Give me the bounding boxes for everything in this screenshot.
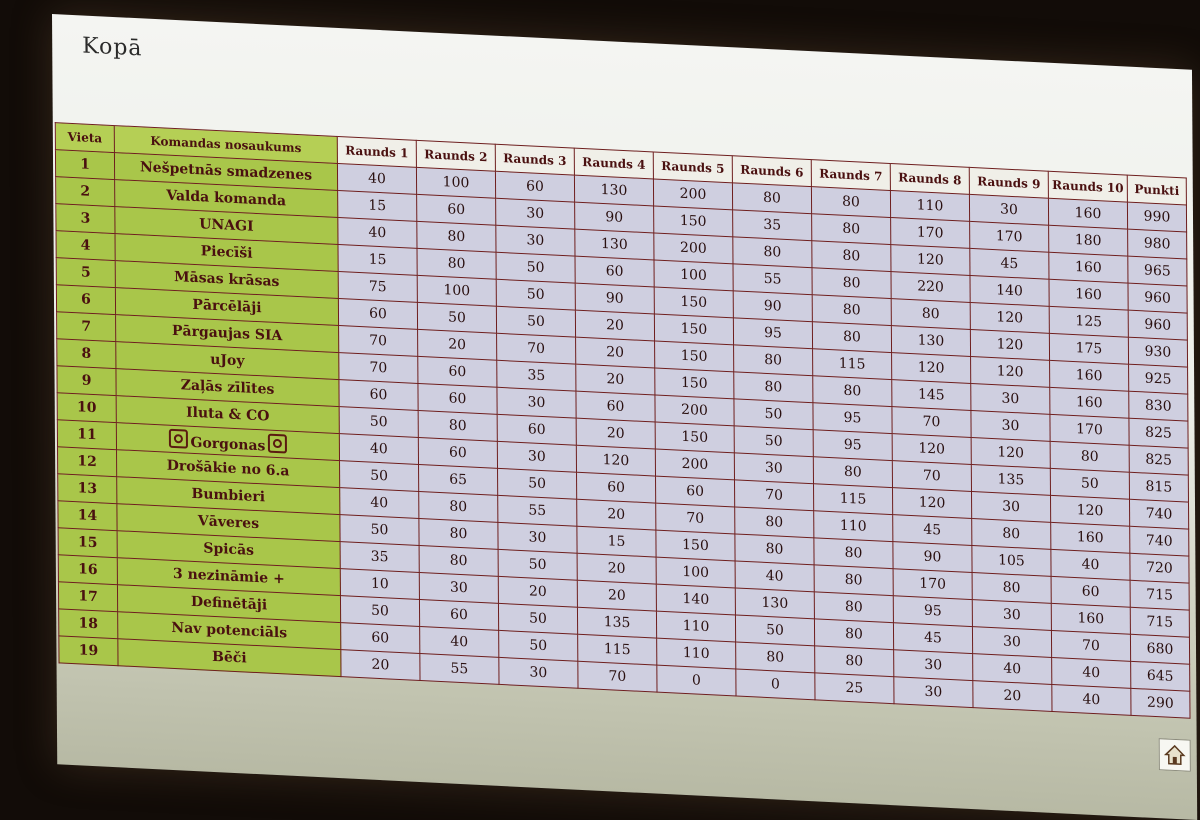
round-score-cell: 15 <box>338 190 417 221</box>
team-name-cell: Pārcēlāji <box>115 288 338 326</box>
rank-cell: 17 <box>58 582 117 612</box>
round-score-cell: 80 <box>735 507 814 538</box>
round-score-cell: 40 <box>1052 684 1131 715</box>
team-name-cell: Iluta & CO <box>116 396 339 434</box>
points-cell: 715 <box>1130 607 1189 637</box>
round-score-cell: 50 <box>498 603 577 634</box>
round-score-cell: 80 <box>734 372 813 403</box>
team-name-cell: Bēči <box>118 639 341 677</box>
round-score-cell: 30 <box>499 657 578 688</box>
round-score-cell: 80 <box>418 410 497 441</box>
round-score-cell: 70 <box>1051 630 1130 661</box>
round-score-cell: 60 <box>417 194 496 225</box>
round-score-cell: 50 <box>340 596 419 627</box>
round-score-cell: 80 <box>891 299 970 330</box>
round-score-cell: 70 <box>735 480 814 511</box>
round-score-cell: 80 <box>814 592 893 623</box>
round-score-cell: 40 <box>420 627 499 658</box>
points-cell: 960 <box>1128 283 1187 313</box>
round-score-cell: 90 <box>733 291 812 322</box>
rank-cell: 7 <box>57 312 116 342</box>
round-score-cell: 115 <box>813 349 892 380</box>
round-header: Raunds 9 <box>969 167 1048 198</box>
round-score-cell: 120 <box>891 245 970 276</box>
round-score-cell: 95 <box>813 430 892 461</box>
rank-cell: 14 <box>58 501 117 531</box>
round-score-cell: 60 <box>1051 576 1130 607</box>
rank-cell: 3 <box>56 204 115 234</box>
round-score-cell: 80 <box>815 646 894 677</box>
round-score-cell: 80 <box>734 345 813 376</box>
team-name-cell: Vāveres <box>117 504 340 542</box>
points-cell: 680 <box>1130 634 1189 664</box>
round-score-cell: 160 <box>1051 522 1130 553</box>
round-score-cell: 60 <box>418 437 497 468</box>
round-score-cell: 60 <box>656 476 735 507</box>
round-score-cell: 135 <box>971 464 1050 495</box>
round-score-cell: 110 <box>814 511 893 542</box>
round-score-cell: 80 <box>1050 441 1129 472</box>
team-name-cell: Māsas krāsas <box>115 261 338 299</box>
round-score-cell: 105 <box>972 546 1051 577</box>
round-header: Raunds 4 <box>574 148 653 179</box>
round-score-cell: 80 <box>814 538 893 569</box>
round-score-cell: 100 <box>656 557 735 588</box>
rank-cell: 12 <box>58 447 117 477</box>
round-score-cell: 40 <box>337 163 416 194</box>
round-score-cell: 15 <box>338 244 417 275</box>
round-score-cell: 220 <box>891 272 970 303</box>
round-score-cell: 80 <box>419 545 498 576</box>
round-score-cell: 40 <box>340 488 419 519</box>
round-score-cell: 110 <box>890 191 969 222</box>
round-score-cell: 120 <box>971 437 1050 468</box>
round-score-cell: 40 <box>1051 549 1130 580</box>
round-score-cell: 80 <box>811 187 890 218</box>
round-score-cell: 80 <box>813 457 892 488</box>
round-score-cell: 80 <box>812 268 891 299</box>
round-score-cell: 45 <box>970 248 1049 279</box>
round-score-cell: 35 <box>497 360 576 391</box>
round-score-cell: 150 <box>656 530 735 561</box>
round-score-cell: 150 <box>655 422 734 453</box>
rank-cell: 13 <box>58 474 117 504</box>
points-cell: 960 <box>1128 310 1187 340</box>
round-score-cell: 175 <box>1049 333 1128 364</box>
round-score-cell: 30 <box>894 677 973 708</box>
round-score-cell: 30 <box>971 491 1050 522</box>
results-table-body <box>55 150 1190 719</box>
round-score-cell: 170 <box>891 218 970 249</box>
round-score-cell: 50 <box>496 252 575 283</box>
points-cell: 830 <box>1129 391 1188 421</box>
round-score-cell: 200 <box>655 395 734 426</box>
round-header: Raunds 7 <box>811 160 890 191</box>
round-score-cell: 20 <box>973 681 1052 712</box>
rank-cell: 16 <box>58 555 117 585</box>
rank-cell: 10 <box>57 393 116 423</box>
round-score-cell: 40 <box>1052 657 1131 688</box>
round-score-cell: 75 <box>338 272 417 303</box>
round-score-cell: 170 <box>1050 414 1129 445</box>
round-score-cell: 80 <box>814 565 893 596</box>
round-score-cell: 130 <box>574 175 653 206</box>
round-score-cell: 120 <box>970 329 1049 360</box>
round-score-cell: 120 <box>1050 495 1129 526</box>
round-score-cell: 100 <box>417 275 496 306</box>
round-score-cell: 140 <box>970 275 1049 306</box>
team-name-cell: Valda komanda <box>115 180 338 218</box>
round-score-cell: 170 <box>893 569 972 600</box>
round-score-cell: 50 <box>340 515 419 546</box>
round-score-cell: 20 <box>577 580 656 611</box>
round-header: Raunds 1 <box>337 136 416 167</box>
round-score-cell: 30 <box>971 410 1050 441</box>
round-score-cell: 90 <box>575 283 654 314</box>
rank-cell: 9 <box>57 366 116 396</box>
round-score-cell: 150 <box>655 341 734 372</box>
round-score-cell: 15 <box>577 526 656 557</box>
round-score-cell: 50 <box>499 630 578 661</box>
round-score-cell: 50 <box>340 461 419 492</box>
round-score-cell: 80 <box>813 376 892 407</box>
round-score-cell: 160 <box>1048 198 1127 229</box>
round-score-cell: 120 <box>970 302 1049 333</box>
round-score-cell: 60 <box>418 383 497 414</box>
round-score-cell: 120 <box>892 434 971 465</box>
points-cell: 825 <box>1129 418 1188 448</box>
emblem-icon <box>268 433 287 453</box>
round-score-cell: 60 <box>339 380 418 411</box>
round-header: Raunds 5 <box>653 152 732 183</box>
points-cell: 930 <box>1128 337 1187 367</box>
round-score-cell: 80 <box>814 619 893 650</box>
round-score-cell: 70 <box>892 407 971 438</box>
team-name-cell: 3 nezināmie + <box>117 558 340 596</box>
points-cell: 965 <box>1128 256 1187 286</box>
points-cell: 740 <box>1130 526 1189 556</box>
round-score-cell: 20 <box>577 499 656 530</box>
round-header: Raunds 3 <box>495 144 574 175</box>
home-icon <box>1164 743 1186 766</box>
round-score-cell: 20 <box>418 329 497 360</box>
rank-cell: 8 <box>57 339 116 369</box>
round-score-cell: 35 <box>340 542 419 573</box>
round-score-cell: 110 <box>657 638 736 669</box>
round-score-cell: 130 <box>575 229 654 260</box>
round-score-cell: 20 <box>576 364 655 395</box>
round-score-cell: 30 <box>971 383 1050 414</box>
team-name-cell: UNAGI <box>115 207 338 245</box>
round-score-cell: 150 <box>654 314 733 345</box>
round-score-cell: 160 <box>1049 279 1128 310</box>
round-score-cell: 30 <box>969 194 1048 225</box>
round-score-cell: 20 <box>341 650 420 681</box>
results-table <box>55 122 1191 719</box>
round-score-cell: 20 <box>576 418 655 449</box>
round-score-cell: 80 <box>419 491 498 522</box>
round-score-cell: 80 <box>417 248 496 279</box>
rank-header: Vieta <box>55 123 114 153</box>
round-score-cell: 90 <box>893 542 972 573</box>
round-header: Raunds 2 <box>416 140 495 171</box>
round-score-cell: 30 <box>894 650 973 681</box>
round-score-cell: 125 <box>1049 306 1128 337</box>
round-score-cell: 70 <box>497 333 576 364</box>
rank-cell: 1 <box>55 150 114 180</box>
round-score-cell: 50 <box>734 399 813 430</box>
round-score-cell: 0 <box>736 669 815 700</box>
round-score-cell: 60 <box>418 356 497 387</box>
round-score-cell: 80 <box>972 573 1051 604</box>
round-score-cell: 90 <box>575 202 654 233</box>
points-cell: 990 <box>1127 202 1186 232</box>
round-score-cell: 30 <box>972 627 1051 658</box>
round-score-cell: 45 <box>893 515 972 546</box>
team-name-cell: Pārgaujas SIA <box>116 315 339 353</box>
round-score-cell: 70 <box>656 503 735 534</box>
round-score-cell: 115 <box>578 634 657 665</box>
team-name-cell: Nešpetnās smadzenes <box>114 153 337 191</box>
round-score-cell: 30 <box>497 387 576 418</box>
round-score-cell: 130 <box>891 326 970 357</box>
round-score-cell: 180 <box>1049 225 1128 256</box>
projection-screen <box>52 14 1197 820</box>
round-score-cell: 200 <box>655 449 734 480</box>
round-score-cell: 20 <box>575 310 654 341</box>
round-score-cell: 60 <box>341 623 420 654</box>
points-cell: 740 <box>1129 499 1188 529</box>
round-score-cell: 80 <box>733 237 812 268</box>
round-score-cell: 50 <box>734 426 813 457</box>
round-score-cell: 70 <box>892 461 971 492</box>
rank-cell: 19 <box>59 636 118 666</box>
points-cell: 980 <box>1128 229 1187 259</box>
round-score-cell: 30 <box>497 441 576 472</box>
round-score-cell: 40 <box>339 434 418 465</box>
team-name-cell: Zaļās zīlītes <box>116 369 339 407</box>
round-score-cell: 35 <box>733 210 812 241</box>
round-score-cell: 150 <box>654 287 733 318</box>
round-header: Raunds 10 <box>1048 171 1127 202</box>
round-score-cell: 100 <box>654 260 733 291</box>
round-score-cell: 120 <box>892 488 971 519</box>
round-score-cell: 80 <box>812 295 891 326</box>
round-score-cell: 80 <box>735 534 814 565</box>
round-score-cell: 70 <box>578 661 657 692</box>
team-name-cell: Nav potenciāls <box>118 612 341 650</box>
round-header: Raunds 8 <box>890 164 969 195</box>
round-score-cell: 10 <box>340 569 419 600</box>
round-score-cell: 150 <box>654 206 733 237</box>
rank-cell: 11 <box>57 420 116 450</box>
round-score-cell: 95 <box>813 403 892 434</box>
round-score-cell: 20 <box>577 553 656 584</box>
round-score-cell: 50 <box>1050 468 1129 499</box>
round-score-cell: 95 <box>893 596 972 627</box>
round-score-cell: 200 <box>653 179 732 210</box>
points-cell: 290 <box>1131 688 1190 718</box>
rank-cell: 18 <box>59 609 118 639</box>
round-score-cell: 20 <box>498 576 577 607</box>
round-score-cell: 60 <box>338 299 417 330</box>
round-score-cell: 200 <box>654 233 733 264</box>
round-score-cell: 80 <box>812 322 891 353</box>
team-name-cell: uJoy <box>116 342 339 380</box>
team-name-cell: Spicās <box>117 531 340 569</box>
round-score-cell: 30 <box>734 453 813 484</box>
round-score-cell: 30 <box>496 198 575 229</box>
round-score-cell: 160 <box>1050 387 1129 418</box>
round-score-cell: 130 <box>735 588 814 619</box>
round-score-cell: 80 <box>736 642 815 673</box>
round-score-cell: 80 <box>972 519 1051 550</box>
round-score-cell: 80 <box>812 241 891 272</box>
round-score-cell: 60 <box>497 414 576 445</box>
team-name-cell: Bumbieri <box>117 477 340 515</box>
round-score-cell: 140 <box>656 584 735 615</box>
round-score-cell: 145 <box>892 380 971 411</box>
round-score-cell: 65 <box>419 464 498 495</box>
round-score-cell: 30 <box>496 225 575 256</box>
round-score-cell: 45 <box>893 623 972 654</box>
round-score-cell: 25 <box>815 673 894 704</box>
round-score-cell: 30 <box>419 572 498 603</box>
round-score-cell: 50 <box>496 279 575 310</box>
round-score-cell: 120 <box>971 356 1050 387</box>
round-score-cell: 30 <box>498 522 577 553</box>
rank-cell: 4 <box>56 231 115 261</box>
round-score-cell: 70 <box>339 326 418 357</box>
round-score-cell: 160 <box>1049 252 1128 283</box>
points-header: Punkti <box>1127 175 1186 205</box>
round-score-cell: 0 <box>657 665 736 696</box>
team-name-text: Gorgonas <box>190 434 266 454</box>
round-score-cell: 50 <box>498 549 577 580</box>
round-score-cell: 50 <box>417 302 496 333</box>
points-cell: 825 <box>1129 445 1188 475</box>
round-score-cell: 120 <box>576 445 655 476</box>
round-score-cell: 150 <box>655 368 734 399</box>
round-score-cell: 60 <box>495 171 574 202</box>
round-score-cell: 80 <box>419 518 498 549</box>
team-name-cell: Piecīši <box>115 234 338 272</box>
round-score-cell: 40 <box>338 217 417 248</box>
round-score-cell: 55 <box>733 264 812 295</box>
slide-title: Kopā <box>82 33 143 62</box>
round-score-cell: 70 <box>339 353 418 384</box>
round-score-cell: 60 <box>577 472 656 503</box>
round-score-cell: 60 <box>575 256 654 287</box>
points-cell: 645 <box>1131 661 1190 691</box>
rank-cell: 2 <box>56 177 115 207</box>
round-score-cell: 110 <box>656 611 735 642</box>
rank-cell: 5 <box>56 258 115 288</box>
round-header: Raunds 6 <box>732 156 811 187</box>
round-score-cell: 80 <box>812 214 891 245</box>
round-score-cell: 100 <box>416 167 495 198</box>
round-score-cell: 115 <box>814 484 893 515</box>
rank-cell: 6 <box>56 285 115 315</box>
team-name-header: Komandas nosaukums <box>114 126 337 164</box>
points-cell: 925 <box>1129 364 1188 394</box>
round-score-cell: 50 <box>339 407 418 438</box>
round-score-cell: 60 <box>576 391 655 422</box>
round-score-cell: 50 <box>496 306 575 337</box>
round-score-cell: 55 <box>420 654 499 685</box>
emblem-icon <box>168 428 187 448</box>
round-score-cell: 80 <box>732 183 811 214</box>
team-name-cell: Drošākie no 6.a <box>117 450 340 488</box>
round-score-cell: 30 <box>972 600 1051 631</box>
round-score-cell: 95 <box>733 318 812 349</box>
round-score-cell: 135 <box>577 607 656 638</box>
round-score-cell: 80 <box>417 221 496 252</box>
round-score-cell: 120 <box>892 353 971 384</box>
round-score-cell: 160 <box>1050 360 1129 391</box>
round-score-cell: 60 <box>419 599 498 630</box>
points-cell: 715 <box>1130 580 1189 610</box>
round-score-cell: 40 <box>735 561 814 592</box>
round-score-cell: 170 <box>970 221 1049 252</box>
points-cell: 815 <box>1129 472 1188 502</box>
round-score-cell: 40 <box>973 654 1052 685</box>
home-button[interactable] <box>1159 738 1191 772</box>
round-score-cell: 50 <box>735 615 814 646</box>
round-score-cell: 20 <box>576 337 655 368</box>
round-score-cell: 55 <box>498 495 577 526</box>
points-cell: 720 <box>1130 553 1189 583</box>
rank-cell: 15 <box>58 528 117 558</box>
round-score-cell: 50 <box>498 468 577 499</box>
round-score-cell: 160 <box>1051 603 1130 634</box>
team-name-cell: Definētāji <box>117 585 340 623</box>
